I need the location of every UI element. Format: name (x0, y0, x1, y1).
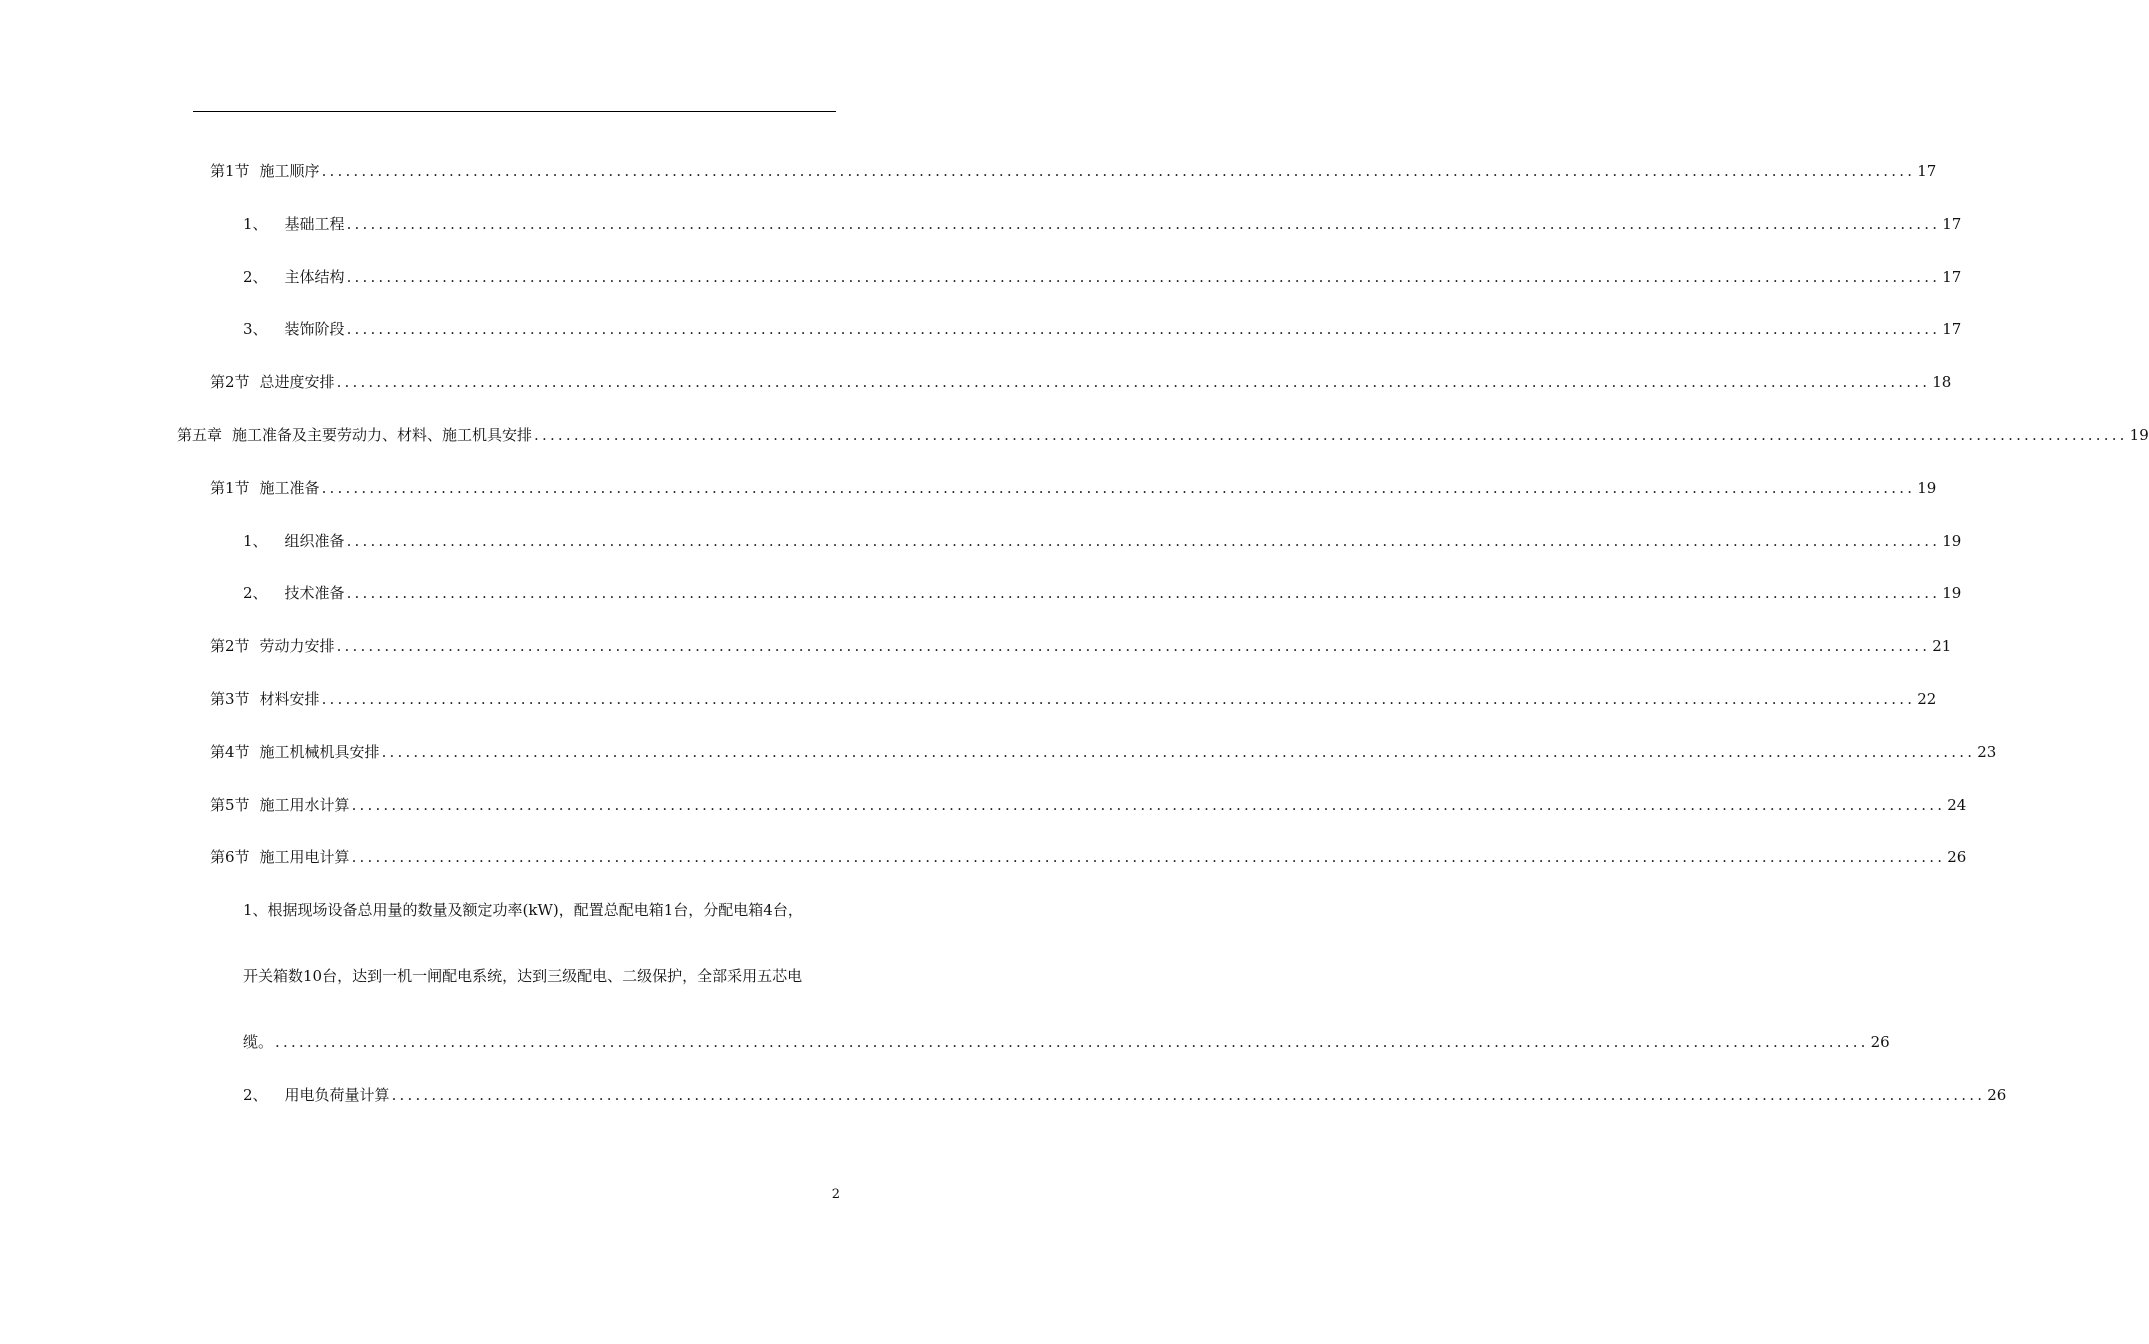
toc-entry-page: 26 (1987, 1086, 2007, 1104)
toc-leader: ........................................................................................................................................................................................................ (321, 162, 1916, 180)
toc-entry[interactable] (0, 740, 1997, 764)
toc-leader: ........................................................................................................................................................................................................ (346, 268, 1941, 286)
toc-entry-title: 施工准备 (259, 479, 320, 497)
toc-entry-number: 第4节 (210, 743, 250, 761)
toc-entry-page: 18 (1932, 373, 1952, 391)
toc-entry-number: 第2节 (210, 637, 250, 655)
toc-entry-page: 17 (1917, 162, 1937, 180)
toc-leader: ........................................................................................................................................................................................................ (346, 584, 1941, 602)
toc-entry-title: 技术准备 (284, 584, 345, 602)
toc-entry-number: 2、 (243, 268, 268, 286)
toc-entry-title: 用电负荷量计算 (284, 1086, 390, 1104)
toc-entry-title: 总进度安排 (259, 373, 335, 391)
toc-entry-number: 1、 (243, 532, 268, 550)
toc-entry[interactable] (0, 212, 1962, 236)
page-number: 2 (831, 1187, 840, 1202)
toc-entry-title: 施工顺序 (259, 162, 320, 180)
toc-entry[interactable] (0, 423, 2149, 447)
toc-entry[interactable] (0, 845, 1967, 869)
toc-leader: ........................................................................................................................................................................................................ (346, 320, 1941, 338)
toc-entry[interactable] (0, 317, 1962, 341)
toc-leader: ........................................................................................................................................................................................................ (275, 1033, 1869, 1051)
toc-leader: ........................................................................................................................................................................................................ (346, 215, 1941, 233)
toc-wrapped-line-1: 1、根据现场设备总用量的数量及额定功率(kW)，配置总配电箱1台，分配电箱4台， (243, 901, 803, 919)
toc-entry[interactable] (0, 265, 1962, 289)
toc-entry[interactable] (0, 634, 1952, 658)
toc-leader: ........................................................................................................................................................................................................ (351, 848, 1946, 866)
toc-entry-title: 施工用电计算 (259, 848, 350, 866)
toc-leader: ........................................................................................................................................................................................................ (336, 637, 1931, 655)
toc-entry-number: 2、 (243, 1086, 268, 1104)
toc-entry[interactable] (0, 159, 1937, 183)
toc-entry-page: 22 (1917, 690, 1937, 708)
toc-entry-number: 第2节 (210, 373, 250, 391)
toc-entry-title: 施工用水计算 (259, 796, 350, 814)
toc-entry-page: 24 (1947, 796, 1967, 814)
toc-entry[interactable] (0, 529, 1962, 553)
toc-entry-page: 17 (1942, 215, 1962, 233)
toc-entry-title: 主体结构 (284, 268, 345, 286)
toc-entry-number: 第3节 (210, 690, 250, 708)
toc-entry-number: 第6节 (210, 848, 250, 866)
toc-wrapped-line-2: 开关箱数10台，达到一机一闸配电系统，达到三级配电、二级保护，全部采用五芯电 (243, 967, 803, 985)
header-rule (193, 111, 836, 112)
toc-leader: ........................................................................................................................................................................................................ (321, 479, 1916, 497)
toc-entry-page: 19 (1917, 479, 1937, 497)
toc-entry-wrapped-end[interactable] (0, 1030, 1890, 1054)
toc-entry-number: 1、 (243, 215, 268, 233)
toc-entry-number: 2、 (243, 584, 268, 602)
toc-entry[interactable] (0, 793, 1967, 817)
toc-entry[interactable] (0, 476, 1937, 500)
toc-leader: ........................................................................................................................................................................................................ (351, 796, 1946, 814)
toc-leader: ........................................................................................................................................................................................................ (534, 426, 2128, 444)
toc-entry-page: 17 (1942, 268, 1962, 286)
toc-leader: ........................................................................................................................................................................................................ (321, 690, 1916, 708)
toc-entry[interactable] (0, 581, 1962, 605)
toc-entry-number: 第1节 (210, 162, 250, 180)
toc-entry-page: 21 (1932, 637, 1952, 655)
toc-leader: ........................................................................................................................................................................................................ (391, 1086, 1986, 1104)
toc-entry-title: 缆。 (243, 1033, 274, 1051)
toc-leader: ........................................................................................................................................................................................................ (346, 532, 1941, 550)
toc-entry-title: 装饰阶段 (284, 320, 345, 338)
toc-entry-title: 材料安排 (259, 690, 320, 708)
toc-entry-page: 26 (1947, 848, 1967, 866)
toc-entry-title: 施工机械机具安排 (259, 743, 380, 761)
toc-entry-number: 第五章 (177, 426, 223, 444)
toc-entry-page: 19 (2129, 426, 2149, 444)
toc-leader: ........................................................................................................................................................................................................ (381, 743, 1976, 761)
toc-entry[interactable] (0, 687, 1937, 711)
toc-entry-page: 26 (1870, 1033, 1890, 1051)
toc-entry-number: 第1节 (210, 479, 250, 497)
toc-entry-number: 第5节 (210, 796, 250, 814)
toc-entry[interactable] (0, 370, 1952, 394)
toc-entry-title: 劳动力安排 (259, 637, 335, 655)
toc-entry-title: 组织准备 (284, 532, 345, 550)
toc-entry-title: 基础工程 (284, 215, 345, 233)
toc-entry-title: 施工准备及主要劳动力、材料、施工机具安排 (232, 426, 533, 444)
toc-entry-number: 3、 (243, 320, 268, 338)
toc-entry-page: 19 (1942, 532, 1962, 550)
toc-entry-page: 19 (1942, 584, 1962, 602)
toc-entry-last[interactable] (0, 1083, 2007, 1107)
toc-entry-page: 23 (1977, 743, 1997, 761)
toc-leader: ........................................................................................................................................................................................................ (336, 373, 1931, 391)
toc-entry-page: 17 (1942, 320, 1962, 338)
